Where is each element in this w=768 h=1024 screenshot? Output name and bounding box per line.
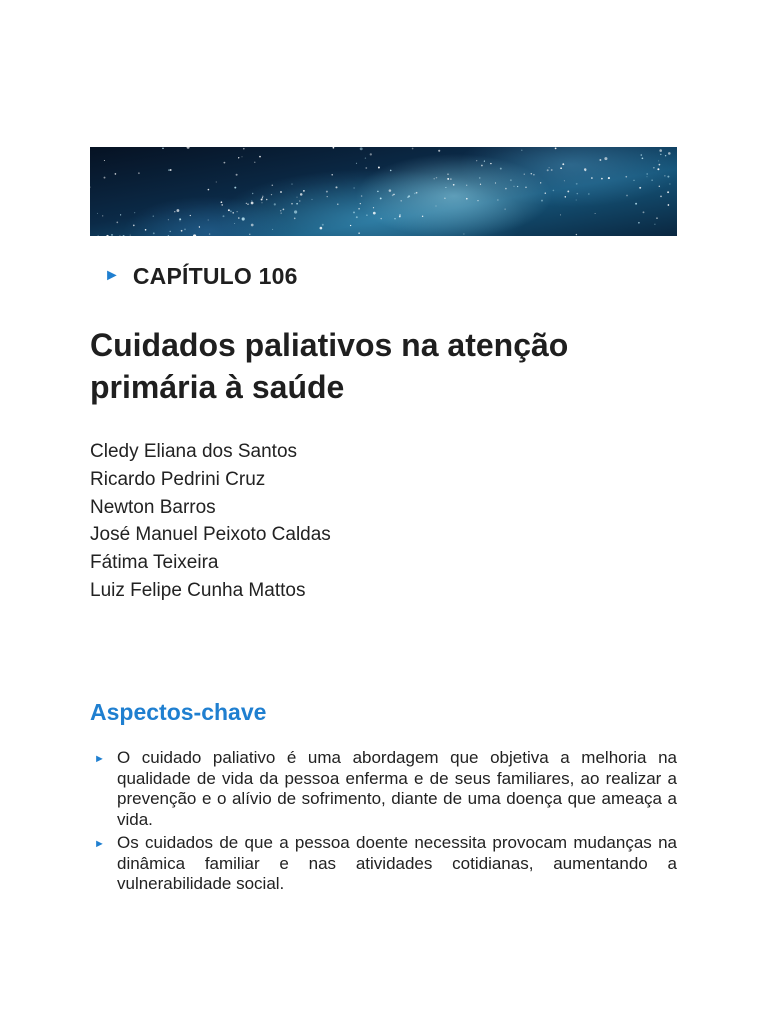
star	[266, 199, 268, 201]
star	[254, 162, 255, 163]
star	[181, 230, 183, 232]
author-name: José Manuel Peixoto Caldas	[90, 524, 331, 546]
star	[299, 200, 300, 201]
star	[643, 211, 645, 213]
star	[360, 147, 363, 150]
star	[184, 229, 186, 231]
star	[394, 218, 395, 219]
key-aspect-text: Os cuidados de que a pessoa doente necessita provocam mudanças na dinâmica familiar e nas atividades cotidianas, aumentando a vulnerabilidade social.	[117, 833, 677, 893]
chapter-title-line-1: Cuidados paliativos na atenção	[90, 327, 569, 363]
star	[168, 235, 170, 236]
star	[435, 205, 436, 206]
star	[353, 211, 355, 213]
star	[280, 191, 282, 193]
star	[531, 173, 532, 174]
star	[477, 200, 478, 201]
star	[90, 187, 91, 188]
star	[481, 165, 483, 167]
star	[261, 199, 263, 201]
star	[246, 203, 247, 204]
star	[271, 194, 272, 195]
star	[228, 209, 230, 211]
star	[659, 186, 660, 187]
star	[659, 164, 661, 166]
star	[104, 160, 105, 161]
star	[221, 201, 223, 203]
triangle-right-icon: ►	[94, 753, 105, 765]
star	[525, 187, 527, 189]
star	[303, 190, 305, 192]
chapter-title	[90, 324, 680, 408]
star	[551, 169, 553, 171]
star	[230, 210, 232, 212]
star	[102, 215, 103, 216]
star	[466, 185, 467, 186]
star	[193, 234, 196, 236]
star	[479, 177, 480, 178]
star	[333, 147, 335, 149]
star	[251, 200, 252, 201]
triangle-right-icon: ►	[94, 838, 105, 850]
star	[358, 232, 360, 234]
star	[296, 203, 298, 205]
star	[500, 168, 502, 170]
star	[585, 170, 587, 172]
star	[216, 181, 217, 182]
star	[562, 163, 564, 165]
star	[179, 218, 180, 219]
star	[390, 170, 392, 172]
author-list	[90, 438, 331, 605]
star	[283, 209, 285, 211]
star	[221, 204, 223, 206]
star	[236, 174, 238, 176]
star	[234, 223, 235, 224]
star	[433, 178, 434, 179]
star	[327, 196, 328, 197]
star	[642, 157, 644, 159]
star	[377, 191, 379, 193]
star	[251, 224, 254, 227]
star	[436, 177, 437, 178]
star	[560, 214, 561, 215]
star	[651, 180, 652, 181]
star	[294, 218, 296, 220]
star	[447, 174, 448, 175]
star	[237, 211, 238, 212]
star	[577, 193, 578, 194]
star	[153, 232, 155, 234]
star	[242, 217, 245, 220]
star	[238, 157, 239, 158]
star	[208, 189, 210, 191]
star	[358, 208, 360, 210]
star	[400, 200, 402, 202]
star	[259, 156, 261, 158]
star	[504, 208, 505, 209]
star-field	[90, 147, 677, 236]
star	[664, 175, 665, 176]
star	[130, 235, 131, 236]
star	[657, 168, 659, 170]
star	[505, 188, 507, 190]
star	[361, 195, 363, 197]
star	[104, 177, 106, 179]
star	[447, 178, 449, 180]
star	[300, 193, 303, 196]
star	[576, 199, 577, 200]
star	[209, 233, 210, 234]
star	[234, 187, 236, 189]
star	[625, 176, 627, 178]
chapter-title-line-2: primária à saúde	[90, 369, 345, 405]
star	[422, 216, 423, 217]
star	[484, 161, 485, 162]
star	[635, 203, 637, 205]
star	[567, 190, 569, 192]
star	[243, 148, 245, 150]
star	[626, 195, 628, 197]
star	[659, 149, 662, 152]
star	[187, 147, 190, 149]
star	[495, 182, 496, 183]
star	[208, 219, 209, 220]
star	[97, 213, 98, 214]
star	[241, 156, 242, 157]
star	[247, 204, 248, 205]
star	[153, 216, 154, 217]
star	[521, 150, 522, 151]
star	[524, 174, 525, 175]
star	[123, 235, 125, 236]
star	[360, 203, 361, 204]
star	[365, 157, 366, 158]
author-name: Luiz Felipe Cunha Mattos	[90, 579, 306, 601]
chapter-heading	[104, 262, 298, 290]
star	[601, 178, 603, 180]
star	[291, 184, 292, 185]
star	[450, 178, 451, 179]
star	[224, 162, 226, 164]
star	[658, 160, 659, 161]
star	[591, 177, 593, 179]
star	[588, 193, 590, 195]
star	[138, 172, 140, 174]
star	[356, 216, 358, 218]
star	[350, 225, 351, 226]
star	[463, 233, 464, 234]
star	[444, 197, 446, 199]
star	[665, 155, 666, 156]
star	[510, 179, 512, 181]
star	[262, 197, 263, 198]
star	[545, 192, 546, 193]
star	[120, 214, 121, 215]
star	[576, 234, 577, 235]
star	[399, 214, 401, 216]
star	[654, 224, 655, 225]
star	[445, 187, 446, 188]
star	[533, 174, 535, 176]
chapter-label: CAPÍTULO 106	[132, 263, 298, 289]
star	[223, 215, 225, 217]
star	[249, 234, 250, 235]
star	[392, 194, 394, 196]
star	[296, 197, 297, 198]
star	[380, 197, 382, 199]
star	[667, 176, 669, 178]
star	[335, 186, 337, 188]
star	[331, 174, 333, 176]
star	[389, 189, 392, 192]
star	[595, 213, 596, 214]
star	[133, 225, 135, 227]
star	[366, 214, 368, 216]
star	[399, 216, 401, 218]
star	[97, 235, 99, 236]
star	[641, 154, 643, 156]
star	[170, 169, 172, 171]
star	[453, 184, 455, 186]
key-aspects-list	[90, 748, 677, 898]
star	[353, 187, 354, 188]
star	[497, 199, 498, 200]
star	[272, 185, 274, 187]
star	[517, 186, 518, 187]
star	[106, 235, 108, 236]
star	[119, 235, 121, 236]
star	[116, 222, 118, 224]
star	[547, 169, 549, 171]
star	[199, 226, 200, 227]
star	[365, 167, 367, 169]
star	[576, 183, 578, 185]
star	[414, 193, 415, 194]
star	[638, 222, 640, 224]
star	[373, 207, 374, 208]
star	[549, 167, 550, 168]
star	[599, 159, 601, 161]
star	[238, 217, 240, 219]
star	[274, 203, 276, 205]
star	[378, 167, 380, 169]
star	[513, 186, 514, 187]
star	[291, 203, 293, 205]
star	[668, 152, 671, 155]
star	[639, 187, 641, 189]
author-name: Fátima Teixeira	[90, 552, 219, 574]
star	[176, 209, 179, 212]
star	[251, 202, 254, 205]
star	[560, 167, 562, 169]
star	[232, 212, 233, 213]
star	[541, 200, 543, 202]
star	[162, 148, 163, 149]
star	[373, 212, 376, 215]
star	[668, 204, 670, 206]
star	[356, 163, 357, 164]
star	[480, 184, 481, 185]
author-name: Cledy Eliana dos Santos	[90, 441, 298, 462]
star	[466, 198, 468, 200]
star	[111, 234, 113, 236]
star	[490, 163, 491, 164]
star	[280, 212, 282, 214]
star	[145, 229, 147, 231]
star	[633, 180, 634, 181]
star	[190, 215, 191, 216]
star	[115, 173, 117, 175]
star	[252, 193, 253, 194]
star	[646, 176, 647, 177]
star	[322, 224, 324, 226]
star	[408, 195, 410, 197]
key-aspects-heading: Aspectos-chave	[90, 699, 267, 725]
star	[667, 191, 669, 193]
star	[438, 150, 440, 152]
star	[168, 219, 169, 220]
star	[416, 192, 418, 194]
star	[604, 157, 607, 160]
star	[170, 231, 171, 232]
star	[646, 173, 648, 175]
star	[337, 203, 338, 204]
starry-sky-banner	[90, 147, 677, 236]
star	[311, 199, 312, 200]
star	[555, 148, 557, 150]
star	[134, 212, 135, 213]
star	[669, 183, 670, 184]
star	[370, 153, 372, 155]
star	[660, 196, 662, 198]
star	[540, 182, 541, 183]
author-name: Ricardo Pedrini Cruz	[90, 468, 266, 490]
star	[656, 217, 657, 218]
star	[565, 196, 566, 197]
author-name: Newton Barros	[90, 496, 216, 518]
star	[272, 229, 273, 230]
key-aspect-text: O cuidado paliativo é uma abordagem que objetiva a melhoria na qualidade de vida da pessoa enferma e de seus familiares, ao realizar a prevenção e o alívio de sofrimento, diante de uma doença que ameaça a vida.	[117, 748, 677, 829]
star	[553, 190, 555, 192]
star	[653, 167, 654, 168]
key-aspect-item	[90, 833, 677, 895]
star	[380, 218, 381, 219]
star	[564, 180, 565, 181]
star	[179, 220, 180, 221]
star	[280, 210, 281, 211]
star	[294, 210, 297, 213]
star	[412, 148, 414, 150]
star	[262, 196, 264, 198]
star	[320, 227, 323, 230]
star	[660, 154, 661, 155]
star	[476, 160, 477, 161]
key-aspect-item	[90, 748, 677, 830]
star	[261, 202, 262, 203]
star	[168, 169, 170, 171]
star	[326, 191, 328, 193]
star	[174, 211, 175, 212]
triangle-right-icon: ►	[104, 267, 120, 284]
star	[608, 177, 610, 179]
